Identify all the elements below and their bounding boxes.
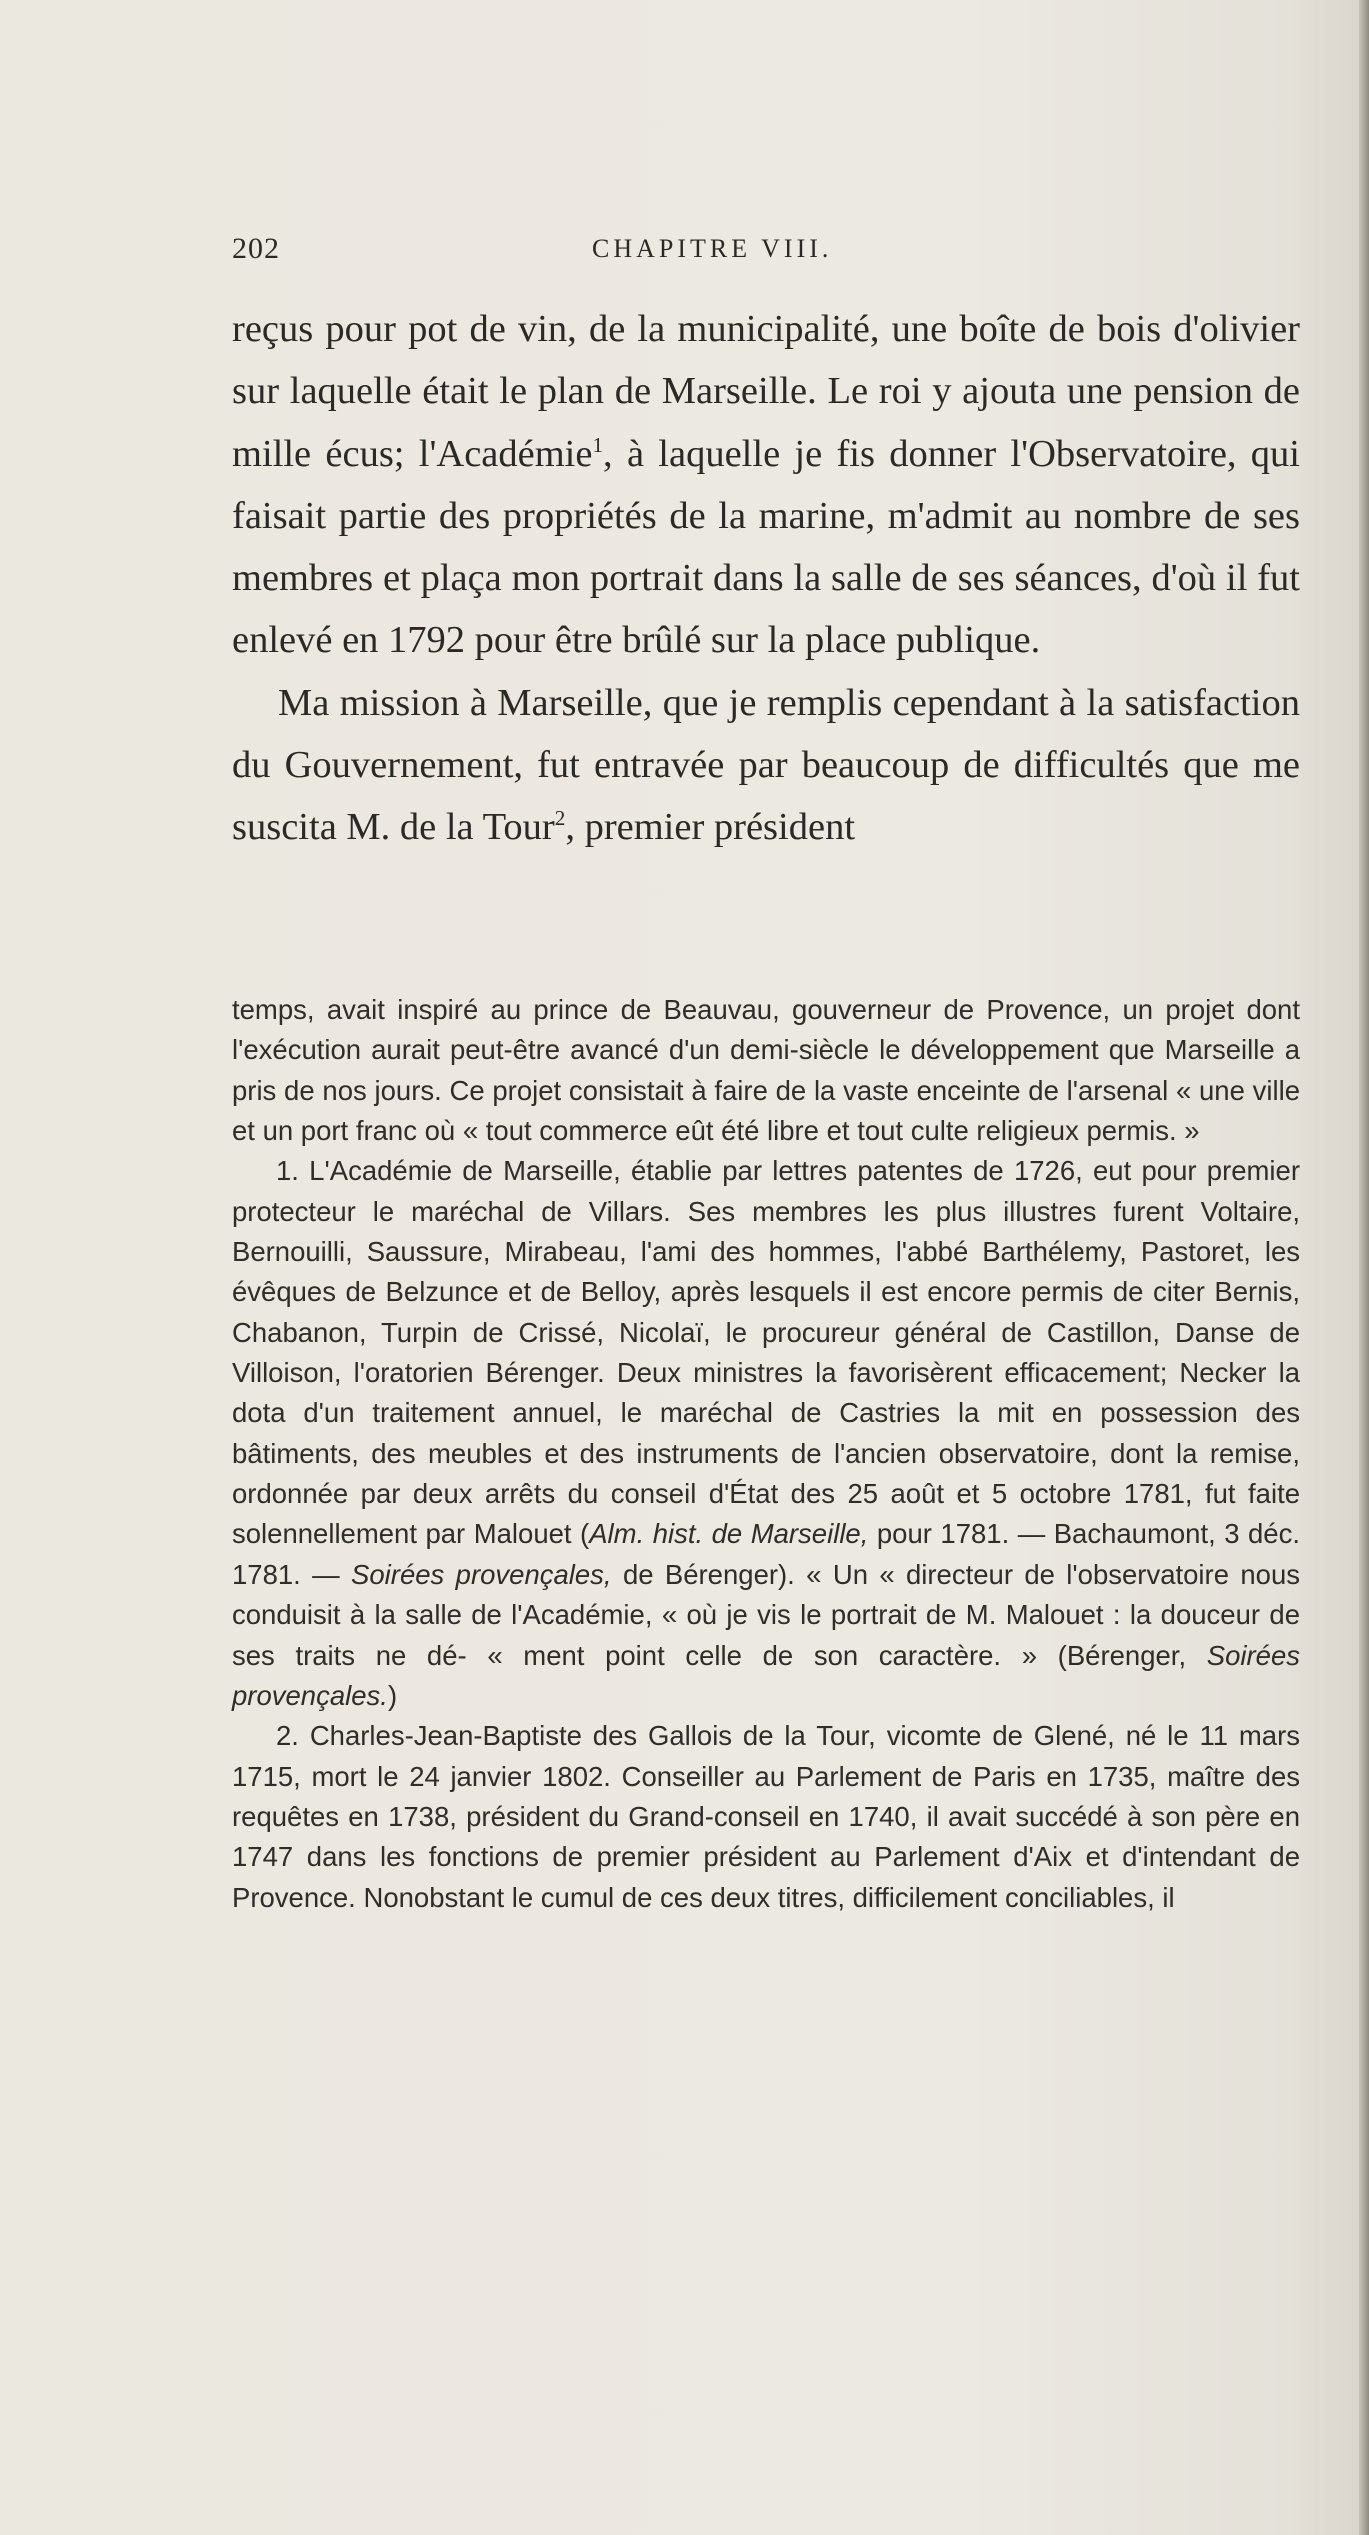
paragraph-1-text-b: , à laquelle je fis donner l'Observatoire, qui faisait partie des propriétés de la marine, m'admit au nombre de ses membres et plaça mon portrait dans la salle de ses séances, d'où il fut enlevé en 1792 pour être brûlé sur la place publique. (232, 432, 1300, 662)
footnote-1-source-title-c: Soirées provençales. (232, 1639, 1300, 1711)
footnote-1 (232, 1151, 1300, 1716)
footnote-1-text-b: pour 1781. — Bachaumont, 3 déc. 1781. — (232, 1518, 1300, 1590)
body-paragraph-1 (232, 298, 1300, 672)
page-edge-shadow (1359, 0, 1369, 2535)
footnote-ref-1: 1 (592, 432, 604, 457)
running-title: CHAPITRE VIII. (592, 234, 833, 263)
body-paragraph-2 (232, 672, 1300, 859)
footnote-1-text-d: ) (387, 1679, 398, 1711)
paragraph-1-text-a: reçus pour pot de vin, de la municipalité, une boîte de bois d'olivier sur laquelle était le plan de Marseille. Le roi y ajouta une pension de mille écus; l'Académie (232, 308, 1300, 475)
footnote-1-source-title-b: Soirées provençales, (351, 1558, 612, 1590)
footnote-2: 2. Charles-Jean-Baptiste des Gallois de la Tour, vicomte de Glené, né le 11 mars 1715, mort le 24 janvier 1802. Conseiller au Parlement de Paris en 1735, maître des requêtes en 1738, président du Grand-conseil en 1740, il avait succédé à son père en 1747 dans les fonctions de premier président au Parlement d'Aix et d'intendant de Provence. Nonobstant le cumul de ces deux titres, difficilement conciliables, il (232, 1720, 1300, 1913)
main-text (232, 298, 1300, 859)
footnote-1-text-c: de Bérenger). « Un « directeur de l'observatoire nous conduisit à la salle de l'Académie, « où je vis le portrait de M. Malouet : la douceur de ses traits ne dé- « ment point celle de son caractère. » (Bérenger, (232, 1558, 1300, 1671)
footnote-1-text-a: 1. L'Académie de Marseille, établie par lettres patentes de 1726, eut pour premier protecteur le maréchal de Villars. Ses membres les plus illustres furent Voltaire, Bernouilli, Saussure, Mirabeau, l'ami des hommes, l'abbé Barthélemy, Pastoret, les évêques de Belzunce et de Belloy, après lesquels il est encore permis de citer Bernis, Chabanon, Turpin de Crissé, Nicolaï, le procureur général de Castillon, Danse de Villoison, l'oratorien Bérenger. Deux ministres la favorisèrent efficacement; Necker la dota d'un traitement annuel, le maréchal de Castries la mit en possession des bâtiments, des meubles et des instruments de l'ancien observatoire, dont la remise, ordonnée par deux arrêts du conseil d'État des 25 août et 5 octobre 1781, fut faite solennellement par Malouet ( (232, 1155, 1300, 1550)
footnote-continuation: temps, avait inspiré au prince de Beauvau, gouverneur de Provence, un projet dont l'exécution aurait peut-être avancé d'un demi-siècle le développement que Marseille a pris de nos jours. Ce projet consistait à faire de la vaste enceinte de l'arsenal « une ville et un port franc où « tout commerce eût été libre et tout culte religieux permis. » (232, 994, 1300, 1147)
footnote-ref-2: 2 (554, 806, 566, 831)
page-header (232, 232, 1300, 282)
paragraph-2-text-a: Ma mission à Marseille, que je remplis cependant à la satisfaction du Gouvernement, fut entravée par beaucoup de difficultés que me suscita M. de la Tour (232, 681, 1300, 849)
footnote-1-source-title-a: Alm. hist. de Marseille, (589, 1518, 869, 1550)
footnotes (232, 990, 1300, 1918)
page-number: 202 (232, 232, 280, 265)
paragraph-2-text-b: , premier président (565, 806, 856, 849)
